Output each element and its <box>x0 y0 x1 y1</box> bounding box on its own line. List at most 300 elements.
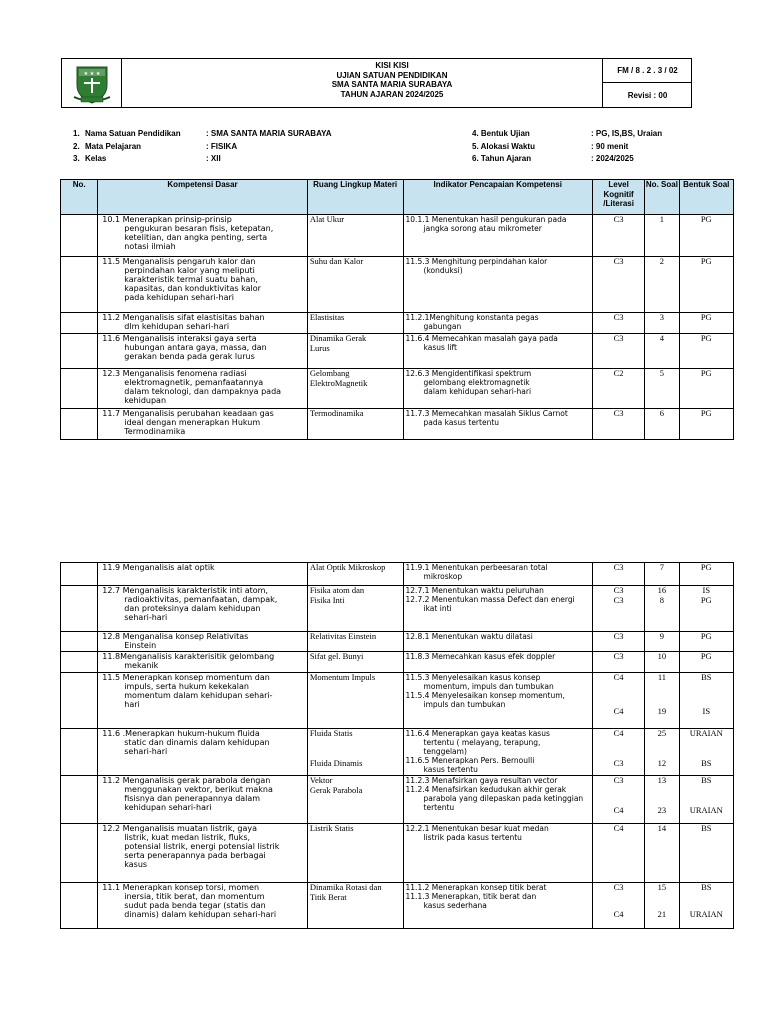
cell-line: BS <box>701 823 712 833</box>
cell-line: 15 <box>657 882 667 892</box>
cell-level <box>592 334 644 369</box>
info-number: 2. <box>73 141 80 151</box>
cell-line: C3 <box>613 651 624 661</box>
cell-no-soal <box>645 409 679 440</box>
cell-line: C3 <box>613 631 624 641</box>
cell-line: 11.6.4 Menerapkan gaya keatas kasus <box>405 729 550 738</box>
cell-indikator <box>403 409 592 440</box>
cell-materi <box>307 824 403 883</box>
cell-line: BS <box>701 672 712 682</box>
cell-line: 9 <box>659 631 665 641</box>
cell-line: 12.8 Menganalisa konsep Relativitas <box>102 632 249 641</box>
cell-line: 11.2.3 Menafsirkan gaya resultan vector <box>405 776 558 785</box>
cell-line: PG <box>700 333 712 343</box>
cell-line: 12.7 Menganalisis karakteristik inti atom, <box>102 586 268 595</box>
cell-line: Momentum Impuls <box>309 672 376 682</box>
cell-bentuk-soal <box>679 215 733 257</box>
cell-line: 12.7.1 Menentukan waktu peluruhan <box>405 586 544 595</box>
cell-line: Dinamika Rotasi dan <box>309 882 382 892</box>
cell-indikator <box>403 652 592 673</box>
cell-line: 12 <box>657 757 667 768</box>
cell-line: sehari-hari <box>124 613 168 622</box>
cell-materi <box>307 563 403 586</box>
info-row <box>472 128 702 141</box>
cell-line: kasus tertentu <box>423 765 478 774</box>
cell-line: 11.2.4 Menafsirkan kedudukan akhir gerak <box>405 785 567 794</box>
cell-indikator <box>403 215 592 257</box>
table-row <box>61 586 734 632</box>
cell-line: kapasitas, dan konduktivitas kalor <box>124 284 261 293</box>
cell-line: Alat Ukur <box>309 214 345 224</box>
cell-bentuk-soal <box>679 776 733 824</box>
form-code: FM / 8 . 2 . 3 / 02 <box>603 59 692 83</box>
cell-line: 8 <box>659 594 665 605</box>
col-header-no: No. <box>61 180 98 215</box>
cell-line: C3 <box>613 312 624 322</box>
cell-no-soal <box>645 673 679 729</box>
col-header-kd: Kompetensi Dasar <box>98 180 308 215</box>
cell-line: Sifat gel. Bunyi <box>309 651 364 661</box>
cell-line: 11.2 Menganalisis sifat elastisitas bahan <box>102 313 265 322</box>
cell-bentuk-soal <box>679 652 733 673</box>
cell-line: Listrik Statis <box>309 823 354 833</box>
cell-no-soal <box>645 883 679 929</box>
cell-line: ideal dengan menerapkan Hukum <box>124 418 261 427</box>
cell-line: Fisika atom dan <box>309 585 365 595</box>
cell-bentuk-soal <box>679 586 733 632</box>
cell-bentuk-soal <box>679 257 733 313</box>
cell-line: Suhu dan Kalor <box>309 256 364 266</box>
cell-line: C4 <box>613 705 624 716</box>
cell-line: BS <box>701 882 712 892</box>
info-row <box>73 153 403 166</box>
cell-kompetensi-dasar <box>98 409 308 440</box>
cell-line: inersia, titik berat, dan momentum <box>124 892 265 901</box>
document-header <box>61 58 692 108</box>
cell-line: C4 <box>613 728 624 738</box>
cell-no <box>61 883 98 929</box>
table-row <box>61 776 734 824</box>
cell-kompetensi-dasar <box>98 563 308 586</box>
cell-line: gabungan <box>423 322 462 331</box>
cell-materi <box>307 883 403 929</box>
cell-line: 7 <box>659 562 665 572</box>
cell-line: Lurus <box>309 342 330 353</box>
cell-line: impuls dan tumbukan <box>423 700 506 709</box>
cell-line: BS <box>701 757 712 768</box>
cell-materi <box>307 776 403 824</box>
cell-level <box>592 409 644 440</box>
cell-line: 4 <box>659 333 665 343</box>
cell-indikator <box>403 563 592 586</box>
cell-line: C3 <box>613 214 624 224</box>
cell-line: 12.6.3 Mengidentifikasi spektrum <box>405 369 532 378</box>
cell-level <box>592 883 644 929</box>
table-row <box>61 369 734 409</box>
cell-materi <box>307 257 403 313</box>
cell-kompetensi-dasar <box>98 334 308 369</box>
cell-kompetensi-dasar <box>98 369 308 409</box>
cell-line: serta penerapannya pada berbagai <box>124 851 266 860</box>
col-header-level: Level Kognitif /Literasi <box>592 180 644 215</box>
cell-line: 11.5 Menganalisis pengaruh kalor dan <box>102 257 256 266</box>
cell-line: PG <box>700 256 712 266</box>
cell-indikator <box>403 334 592 369</box>
cell-line: Elastisitas <box>309 312 345 322</box>
cell-line: 1 <box>659 214 665 224</box>
table-row <box>61 313 734 334</box>
cell-line: 10.1 Menerapkan prinsip-prinsip <box>102 215 232 224</box>
cell-no <box>61 729 98 776</box>
col-header-materi: Ruang Lingkup Materi <box>307 180 403 215</box>
cell-line: C4 <box>613 672 624 682</box>
info-row <box>73 141 403 154</box>
cell-line: static dan dinamis dalam kehidupan <box>124 738 270 747</box>
cell-line: kehidupan sehari-hari <box>124 803 212 812</box>
cell-line: C4 <box>613 823 624 833</box>
cell-line: listrik pada kasus tertentu <box>423 833 522 842</box>
revision-label: Revisi : 00 <box>627 90 668 100</box>
cell-line: Relativitas Einstein <box>309 631 377 641</box>
cell-no <box>61 257 98 313</box>
form-code-box <box>602 59 692 107</box>
cell-kompetensi-dasar <box>98 673 308 729</box>
info-number: 3. <box>73 154 80 163</box>
cell-line: C3 <box>613 562 624 572</box>
col-header-indikator: Indikator Pencapaian Kompetensi <box>403 180 592 215</box>
table-header-row <box>61 180 734 215</box>
cell-materi <box>307 586 403 632</box>
cell-no <box>61 586 98 632</box>
cell-line: menggunakan vektor, berikut makna <box>124 785 273 794</box>
cell-indikator <box>403 776 592 824</box>
cell-line: 11.5 Menerapkan konsep momentum dan <box>102 673 270 682</box>
cell-line: 11.6.4 Memecahkan masalah gaya pada <box>405 334 558 343</box>
info-label: 6. Tahun Ajaran <box>472 154 532 163</box>
cell-line: PG <box>700 562 712 572</box>
cell-line: ikat inti <box>423 604 452 613</box>
cell-line: kasus <box>124 860 148 869</box>
cell-materi <box>307 313 403 334</box>
cell-line: karakteristik termal suatu bahan, <box>124 275 258 284</box>
cell-level <box>592 632 644 652</box>
cell-indikator <box>403 883 592 929</box>
cell-line: C2 <box>613 368 624 378</box>
cell-line: Vektor <box>309 775 333 785</box>
table-row <box>61 673 734 729</box>
cell-no-soal <box>645 652 679 673</box>
cell-line: dalam kehidupan sehari-hari <box>423 387 532 396</box>
cell-indikator <box>403 729 592 776</box>
cell-kompetensi-dasar <box>98 586 308 632</box>
cell-line: Gerak Parabola <box>309 784 363 795</box>
cell-line: 19 <box>657 705 667 716</box>
cell-no <box>61 824 98 883</box>
cell-no <box>61 369 98 409</box>
cell-line: PG <box>700 312 712 322</box>
cell-line: jangka sorong atau mikrometer <box>423 224 542 233</box>
cell-line: C3 <box>613 256 624 266</box>
cell-indikator <box>403 586 592 632</box>
cell-line: sehari-hari <box>124 747 168 756</box>
cell-line: URAIAN <box>689 908 723 919</box>
cell-line: pengukuran besaran fisis, ketepatan, <box>124 224 274 233</box>
cell-line: C3 <box>613 594 624 605</box>
cell-line: 11.9 Menganalisis alat optik <box>102 563 215 572</box>
cell-line: 12.7.2 Menentukan massa Defect dan energi <box>405 595 575 604</box>
cell-no <box>61 215 98 257</box>
cell-line: pada kasus tertentu <box>423 418 500 427</box>
cell-level <box>592 673 644 729</box>
cell-no-soal <box>645 586 679 632</box>
cell-line: C3 <box>613 333 624 343</box>
table-row <box>61 632 734 652</box>
cell-line: 11.6 Menganalisis interaksi gaya serta <box>102 334 257 343</box>
cell-level <box>592 313 644 334</box>
cell-line: 11 <box>657 672 667 682</box>
title-line: SMA SANTA MARIA SURABAYA <box>331 80 453 89</box>
cell-line: pada kehidupan sehari-hari <box>124 293 235 302</box>
cell-line: 10.1.1 Menentukan hasil pengukuran pada <box>405 215 567 224</box>
info-row <box>73 128 403 141</box>
table-row <box>61 215 734 257</box>
info-label: Kelas <box>85 154 107 163</box>
cell-line: 11.8.3 Memecahkan kasus efek doppler <box>405 652 556 661</box>
cell-no-soal <box>645 563 679 586</box>
cell-line: momentum dalam kehidupan sehari- <box>124 691 273 700</box>
info-value: : SMA SANTA MARIA SURABAYA <box>206 129 332 138</box>
cell-line: PG <box>700 408 712 418</box>
cell-line: 23 <box>657 804 667 815</box>
cell-no <box>61 334 98 369</box>
cell-no-soal <box>645 369 679 409</box>
table-row <box>61 563 734 586</box>
cell-level <box>592 257 644 313</box>
title-line: KISI KISI <box>375 61 409 70</box>
cell-line: Einstein <box>124 641 157 650</box>
title-line: UJIAN SATUAN PENDIDIKAN <box>336 70 448 80</box>
cell-line: URAIAN <box>689 804 723 815</box>
cell-materi <box>307 369 403 409</box>
cell-no <box>61 563 98 586</box>
cell-line: 3 <box>659 312 665 322</box>
col-header-bentuk: Bentuk Soal <box>679 180 733 215</box>
cell-no-soal <box>645 334 679 369</box>
cell-no-soal <box>645 824 679 883</box>
cell-no-soal <box>645 776 679 824</box>
cell-line: 11.6.5 Menerapkan Pers. Bernoulli <box>405 756 535 765</box>
table-row <box>61 729 734 776</box>
info-value: : XII <box>206 154 221 163</box>
cell-indikator <box>403 824 592 883</box>
info-value: : FISIKA <box>206 141 238 151</box>
info-number: 1. <box>73 129 80 138</box>
cell-no <box>61 409 98 440</box>
cell-line: 11.2 Menganalisis gerak parabola dengan <box>102 776 271 785</box>
cell-line: fisisnya dan penerapannya dalam <box>124 794 261 803</box>
info-row <box>472 153 702 166</box>
cell-line: 5 <box>659 368 665 378</box>
cell-line: ElektroMagnetik <box>309 377 368 388</box>
cell-line: gerakan benda pada gerak lurus <box>124 352 255 361</box>
info-label: Mata Pelajaran <box>85 141 142 151</box>
table-row <box>61 652 734 673</box>
cell-line: radioaktivitas, pemanfaatan, dampak, <box>124 595 278 604</box>
cell-bentuk-soal <box>679 729 733 776</box>
cell-line: elektromagnetik, pemanfaatannya <box>124 378 264 387</box>
cell-level <box>592 776 644 824</box>
cell-line: C4 <box>613 908 624 919</box>
cell-line: IS <box>702 705 711 716</box>
cell-line: 11.2.1Menghitung konstanta pegas <box>405 313 539 322</box>
cell-line: IS <box>702 585 711 595</box>
cell-line: potensial listrik, energi potensial listrik <box>124 842 280 851</box>
cell-line: gelombang elektromagnetik <box>423 378 530 387</box>
cell-line: 11.5.3 Menghitung perpindahan kalor <box>405 257 548 266</box>
cell-line: 11.7.3 Memecahkan masalah Siklus Carnot <box>405 409 568 418</box>
document-title <box>122 59 662 107</box>
table-row <box>61 883 734 929</box>
cell-no <box>61 652 98 673</box>
cell-line: Dinamika Gerak <box>309 333 367 343</box>
cell-materi <box>307 409 403 440</box>
cell-bentuk-soal <box>679 409 733 440</box>
cell-line: kasus sederhana <box>423 901 487 910</box>
cell-line: C4 <box>613 804 624 815</box>
cell-indikator <box>403 673 592 729</box>
grid-table-page1 <box>60 179 734 440</box>
cell-kompetensi-dasar <box>98 215 308 257</box>
cell-line: tertentu ( melayang, terapung, <box>423 738 541 747</box>
cell-line: 10 <box>657 651 667 661</box>
info-label: 5. Alokasi Waktu <box>472 141 535 151</box>
cell-line: dalam teknologi, dan dampaknya pada <box>124 387 282 396</box>
info-label: 4. Bentuk Ujian <box>472 129 530 138</box>
cell-line: 11.7 Menganalisis perubahan keadaan gas <box>102 409 274 418</box>
cell-line: (konduksi) <box>423 266 463 275</box>
cell-no-soal <box>645 313 679 334</box>
cell-line: BS <box>701 775 712 785</box>
cell-line: Termodinamika <box>309 408 364 418</box>
cell-line: PG <box>700 631 712 641</box>
info-label: Nama Satuan Pendidikan <box>85 129 181 138</box>
cell-bentuk-soal <box>679 313 733 334</box>
cell-materi <box>307 632 403 652</box>
cell-line: 12.3 Menganalisis fenomena radiasi <box>102 369 247 378</box>
title-line: TAHUN AJARAN 2024/2025 <box>340 89 444 99</box>
cell-bentuk-soal <box>679 824 733 883</box>
cell-no-soal <box>645 729 679 776</box>
col-header-nosoal: No. Soal <box>645 180 679 215</box>
cell-line: Fisika Inti <box>309 594 345 605</box>
cell-line: URAIAN <box>689 728 723 738</box>
info-value: : PG, IS,BS, Uraian <box>591 129 663 138</box>
cell-line: 25 <box>657 728 667 738</box>
info-row <box>472 141 702 154</box>
cell-kompetensi-dasar <box>98 632 308 652</box>
cell-line: 21 <box>657 908 667 919</box>
cell-kompetensi-dasar <box>98 313 308 334</box>
cell-line: 2 <box>659 256 665 266</box>
identity-info-left <box>73 128 403 166</box>
cell-line: 11.1 Menerapkan konsep torsi, momen <box>102 883 260 892</box>
cell-line: notasi ilmiah <box>124 242 176 251</box>
cell-level <box>592 824 644 883</box>
cell-materi <box>307 673 403 729</box>
cell-no <box>61 313 98 334</box>
cell-line: 13 <box>657 775 667 785</box>
svg-text:★ ★ ★: ★ ★ ★ <box>83 71 101 77</box>
cell-kompetensi-dasar <box>98 883 308 929</box>
cell-line: tertentu <box>423 803 455 812</box>
cell-line: Titik Berat <box>309 891 347 902</box>
cell-line: C3 <box>613 757 624 768</box>
info-value: : 2024/2025 <box>591 154 634 163</box>
cell-line: PG <box>700 214 712 224</box>
cell-line: dinamis) dalam kehidupan sehari-hari <box>124 910 277 919</box>
cell-line: Fluida Dinamis <box>309 757 363 768</box>
cell-line: Fluida Statis <box>309 728 353 738</box>
cell-bentuk-soal <box>679 673 733 729</box>
cell-line: C3 <box>613 585 624 595</box>
table-row <box>61 824 734 883</box>
cell-line: momentum, impuls dan tumbukan <box>423 682 554 691</box>
cell-line: Termodinamika <box>124 427 186 436</box>
cell-line: perpindahan kalor yang meliputi <box>124 266 255 275</box>
cell-line: 14 <box>657 823 667 833</box>
cell-line: sudut pada benda tegar (statis dan <box>124 901 266 910</box>
cell-materi <box>307 652 403 673</box>
cell-line: mekanik <box>124 661 159 670</box>
cell-line: 11.1.2 Menerapkan konsep titik berat <box>405 883 547 892</box>
cell-kompetensi-dasar <box>98 824 308 883</box>
cell-line: 11.6 .Menerapkan hukum-hukum fluida <box>102 729 260 738</box>
cell-line: 11.5.3 Menyelesaikan kasus konsep <box>405 673 541 682</box>
cell-level <box>592 729 644 776</box>
grid-table-page2 <box>60 562 734 929</box>
cell-no-soal <box>645 215 679 257</box>
cell-level <box>592 563 644 586</box>
cell-line: dlm kehidupan sehari-hari <box>124 322 230 331</box>
cell-indikator <box>403 632 592 652</box>
cell-line: PG <box>700 368 712 378</box>
cell-kompetensi-dasar <box>98 257 308 313</box>
cell-line: C3 <box>613 408 624 418</box>
cell-level <box>592 369 644 409</box>
cell-line: kasus lift <box>423 343 457 352</box>
cell-no <box>61 776 98 824</box>
cell-bentuk-soal <box>679 563 733 586</box>
cell-line: mikroskop <box>423 572 463 581</box>
cell-line: dan proteksinya dalam kehidupan <box>124 604 261 613</box>
table-row <box>61 409 734 440</box>
cell-line: 12.8.1 Menentukan waktu dilatasi <box>405 632 533 641</box>
cell-line: hubungan antara gaya, massa, dan <box>124 343 267 352</box>
cell-no <box>61 632 98 652</box>
cell-line: PG <box>700 651 712 661</box>
cell-line: ketelitian, dan angka penting, serta <box>124 233 268 242</box>
cell-no-soal <box>645 632 679 652</box>
cell-line: 11.8Menganalisis karakterisitik gelombang <box>102 652 275 661</box>
cell-no-soal <box>645 257 679 313</box>
cell-line: 6 <box>659 408 665 418</box>
school-emblem-icon <box>62 59 122 107</box>
cell-line: 12.2.1 Menentukan besar kuat medan <box>405 824 549 833</box>
cell-bentuk-soal <box>679 883 733 929</box>
cell-line: 11.5.4 Menyelesaikan konsep momentum, <box>405 691 565 700</box>
table-row <box>61 257 734 313</box>
table-row <box>61 334 734 369</box>
